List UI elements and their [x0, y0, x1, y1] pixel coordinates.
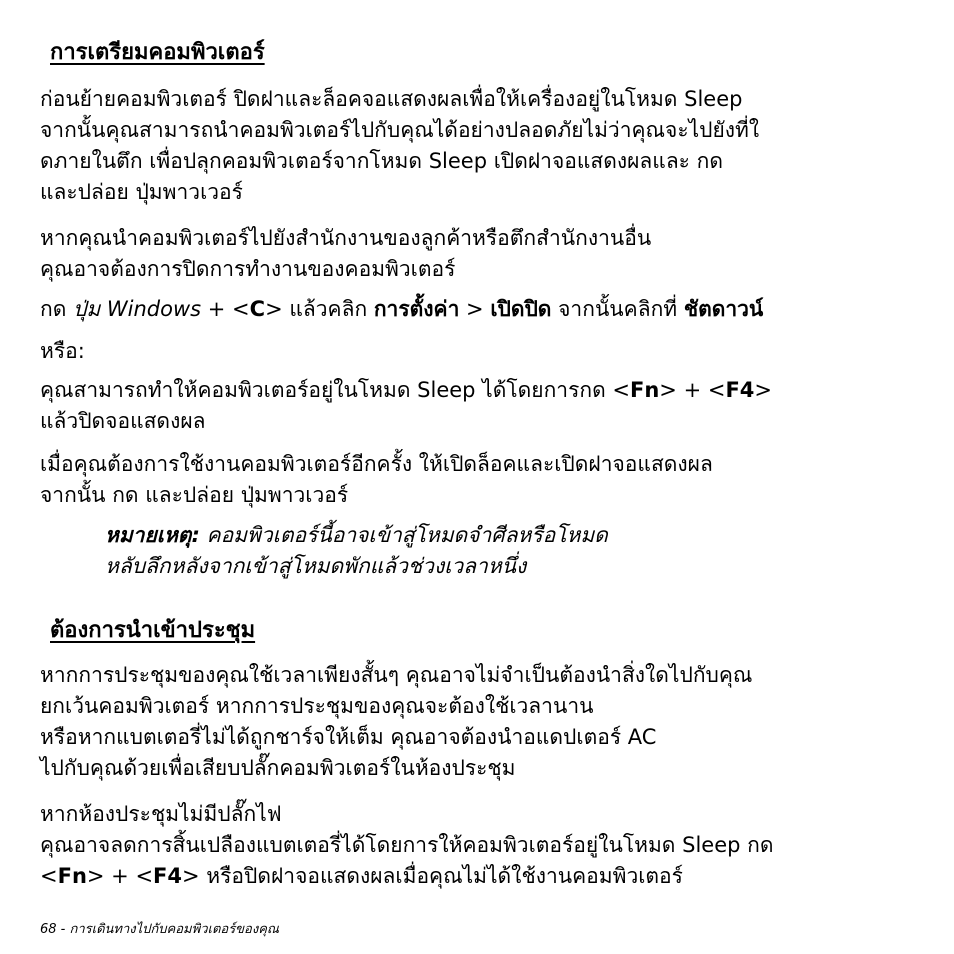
note-hibernate	[105, 520, 954, 582]
paragraph-or	[40, 336, 920, 367]
text-line: แล้วปิดจอแสดงผล	[40, 409, 206, 433]
paragraph-client-office	[40, 223, 920, 285]
text-close-bracket: >	[754, 378, 773, 402]
text-plus: > + <	[659, 378, 726, 402]
paragraph-wake	[40, 449, 920, 511]
note-text: คอมพิวเตอร์นี้อาจเข้าสู่โหมดจำศีลหรือโหมด	[199, 523, 608, 547]
text-line: หากห้องประชุมไม่มีปลั๊กไฟ	[40, 802, 282, 826]
text-line: คุณอาจลดการสิ้นเปลืองแบตเตอรี่ได้โดยการให้คอมพิวเตอร์อยู่ในโหมด Sleep กด	[40, 833, 774, 857]
text-then-click: > แล้วคลิก	[265, 297, 374, 321]
text-press: กด	[40, 297, 74, 321]
fn-key-label: Fn	[57, 864, 87, 888]
text-line	[40, 861, 920, 892]
page-footer: 68 - การเดินทางไปกับคอมพิวเตอร์ของคุณ	[40, 922, 279, 937]
text-close-lid: > หรือปิดฝาจอแสดงผลเมื่อคุณไม่ได้ใช้งานคอมพิวเตอร์	[182, 864, 683, 888]
f4-key-label: F4	[153, 864, 183, 888]
text-plus: + <	[201, 297, 250, 321]
fn-key-label: Fn	[630, 378, 660, 402]
windows-key-label: ปุ่ม Windows	[73, 297, 202, 321]
paragraph-meeting-power	[40, 660, 920, 784]
text-line: หากคุณนำคอมพิวเตอร์ไปยังสำนักงานของลูกค้าหรือตึกสำนักงานอื่น	[40, 226, 652, 250]
text-line: หากการประชุมของคุณใช้เวลาเพียงสั้นๆ คุณอาจไม่จำเป็นต้องนำสิ่งใดไปกับคุณ	[40, 663, 753, 687]
text-sleep-shortcut: คุณสามารถทำให้คอมพิวเตอร์อยู่ในโหมด Sleep ได้โดยการกด <	[40, 378, 630, 402]
text-line: จากนั้น กด และปล่อย ปุ่มพาวเวอร์	[40, 483, 349, 507]
paragraph-no-outlet	[40, 799, 920, 892]
text-line: หรือ:	[40, 339, 85, 363]
text-line: หลับลึกหลังจากเข้าสู่โหมดพักแล้วช่วงเวลาหนึ่ง	[105, 554, 527, 578]
text-line: ยกเว้นคอมพิวเตอร์ หากการประชุมของคุณจะต้องใช้เวลานาน	[40, 694, 594, 718]
paragraph-prepare-intro	[40, 84, 920, 208]
text-plus: > + <	[86, 864, 154, 888]
text-line: คุณอาจต้องการปิดการทำงานของคอมพิวเตอร์	[40, 257, 456, 281]
text-line: ไปกับคุณด้วยเพื่อเสียบปลั๊กคอมพิวเตอร์ในห้องประชุม	[40, 756, 516, 780]
text-line: หรือหากแบตเตอรี่ไม่ได้ถูกชาร์จให้เต็ม คุณอาจต้องนำอแดปเตอร์ AC	[40, 725, 657, 749]
paragraph-shutdown-steps	[40, 294, 920, 325]
section-heading-meetings: ต้องการนำเข้าประชุม	[50, 618, 256, 643]
settings-label: การตั้งค่า	[373, 297, 460, 321]
text-line: และปล่อย ปุ่มพาวเวอร์	[40, 180, 243, 204]
text-line: เมื่อคุณต้องการใช้งานคอมพิวเตอร์อีกครั้ง ให้เปิดล็อคและเปิดฝาจอแสดงผล	[40, 452, 713, 476]
text-line	[40, 294, 920, 325]
f4-key-label: F4	[725, 378, 755, 402]
text-line: จากนั้นคุณสามารถนำคอมพิวเตอร์ไปกับคุณได้อย่างปลอดภัยไม่ว่าคุณจะไปยังที่ใ	[40, 118, 760, 142]
power-label: เปิดปิด	[490, 297, 552, 321]
text-then-click: จากนั้นคลิกที่	[551, 297, 684, 321]
section-heading-prepare-computer: การเตรียมคอมพิวเตอร์	[50, 40, 265, 65]
c-key-label: C	[249, 297, 266, 321]
text-line	[40, 375, 920, 406]
text-open-bracket: <	[40, 864, 58, 888]
text-arrow: >	[459, 297, 491, 321]
text-line: ก่อนย้ายคอมพิวเตอร์ ปิดฝาและล็อคจอแสดงผลเพื่อให้เครื่องอยู่ในโหมด Sleep	[40, 87, 743, 111]
shutdown-label: ชัตดาวน์	[683, 297, 764, 321]
text-line: ดภายในตึก เพื่อปลุกคอมพิวเตอร์จากโหมด Sleep เปิดฝาจอแสดงผลและ กด	[40, 149, 723, 173]
text-line	[105, 520, 954, 551]
note-label: หมายเหตุ:	[105, 523, 200, 547]
paragraph-sleep-shortcut	[40, 375, 920, 437]
